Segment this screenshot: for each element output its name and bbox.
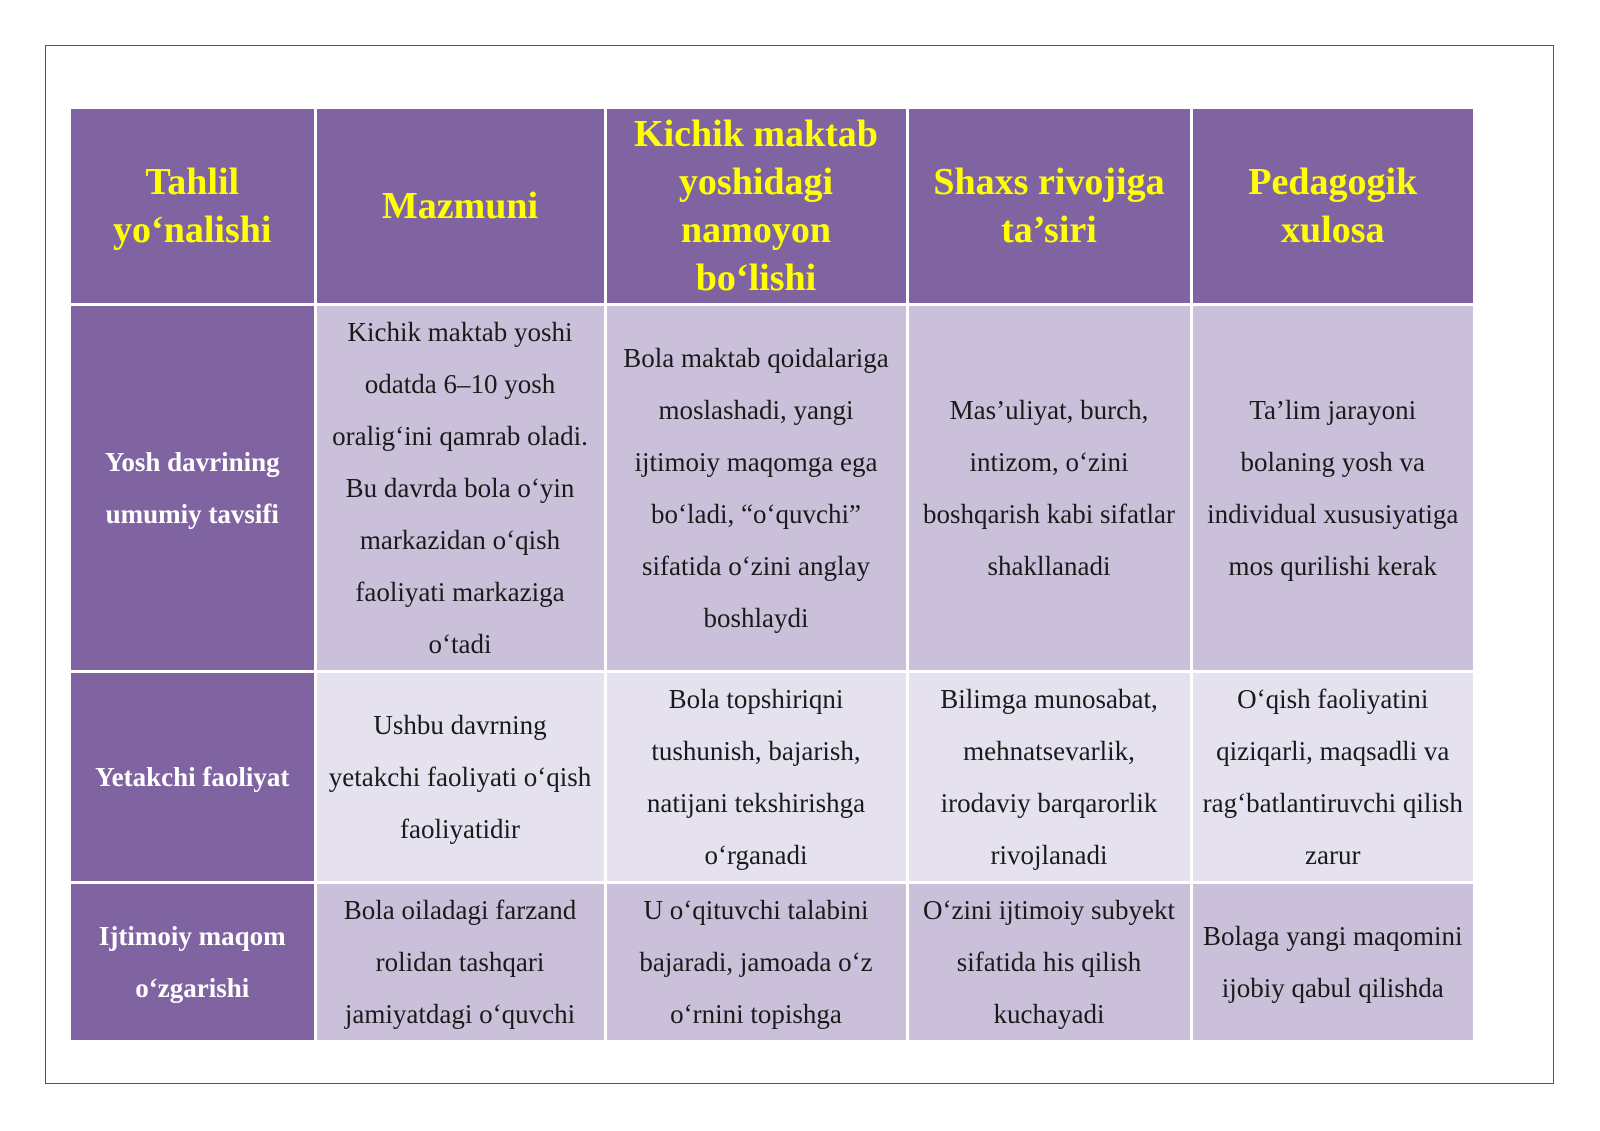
table-cell: Bolaga yangi maqomini ijobiy qabul qilishda: [1191, 882, 1473, 1040]
table-cell: Bola oiladagi farzand rolidan tashqari jamiyatdagi o‘quvchi: [315, 882, 605, 1040]
row-label: Yosh davrining umumiy tavsifi: [71, 304, 315, 671]
table-cell: Ta’lim jarayoni bolaning yosh va individual xususiyatiga mos qurilishi kerak: [1191, 304, 1473, 671]
table-cell: Ushbu davrning yetakchi faoliyati o‘qish faoliyatidir: [315, 671, 605, 882]
row-label: Ijtimoiy maqom o‘zgarishi: [71, 882, 315, 1040]
table-cell: Bola maktab qoidalariga moslashadi, yangi ijtimoiy maqomga ega bo‘ladi, “o‘quvchi” sifatida o‘zini anglay boshlaydi: [605, 304, 907, 671]
table-cell: Bola topshiriqni tushunish, bajarish, natijani tekshirishga o‘rganadi: [605, 671, 907, 882]
table-row: [71, 671, 1473, 882]
table-row: [71, 882, 1473, 1040]
table-cell: U o‘qituvchi talabini bajaradi, jamoada o‘z o‘rnini topishga: [605, 882, 907, 1040]
analysis-table: [71, 109, 1473, 1040]
table-cell: Kichik maktab yoshi odatda 6–10 yosh oralig‘ini qamrab oladi. Bu davrda bola o‘yin markazidan o‘qish faoliyati markaziga o‘tadi: [315, 304, 605, 671]
header-namoyon-bolishi: Kichik maktab yoshidagi namoyon bo‘lishi: [605, 109, 907, 304]
header-shaxs-rivojiga-tasiri: Shaxs rivojiga ta’siri: [907, 109, 1191, 304]
table-cell: O‘qish faoliyatini qiziqarli, maqsadli va rag‘batlantiruvchi qilish zarur: [1191, 671, 1473, 882]
row-label: Yetakchi faoliyat: [71, 671, 315, 882]
header-mazmuni: Mazmuni: [315, 109, 605, 304]
table-cell: Mas’uliyat, burch, intizom, o‘zini boshqarish kabi sifatlar shakllanadi: [907, 304, 1191, 671]
header-tahlil-yonalishi: Tahlil yo‘nalishi: [71, 109, 315, 304]
table-row: [71, 304, 1473, 671]
table-header-row: [71, 109, 1473, 304]
table-cell: Bilimga munosabat, mehnatsevarlik, irodaviy barqarorlik rivojlanadi: [907, 671, 1191, 882]
header-pedagogik-xulosa: Pedagogik xulosa: [1191, 109, 1473, 304]
table-cell: O‘zini ijtimoiy subyekt sifatida his qilish kuchayadi: [907, 882, 1191, 1040]
